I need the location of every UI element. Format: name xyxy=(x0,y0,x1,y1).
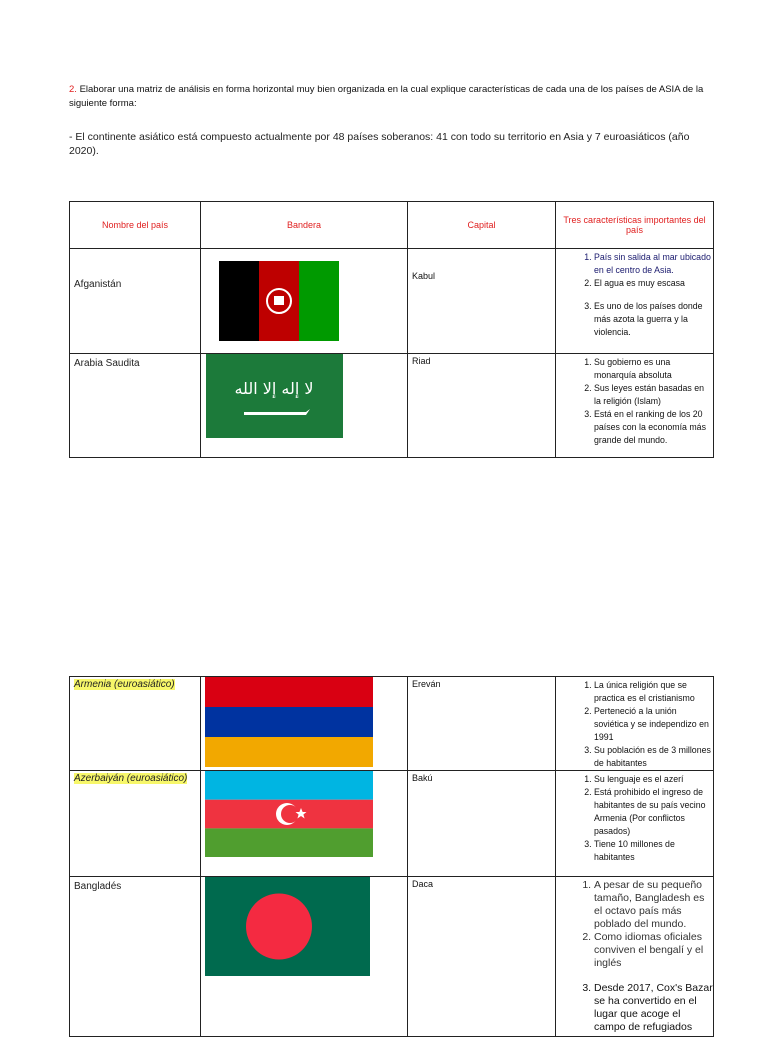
features-list xyxy=(556,249,713,339)
features-list xyxy=(556,877,713,1034)
header-flag: Bandera xyxy=(201,202,408,249)
countries-table-2 xyxy=(69,676,714,1037)
list-item: 3. Está en el ranking de los 20 países con la economía más grande del mundo. xyxy=(594,408,713,447)
features-list xyxy=(556,354,713,447)
instruction-text: Elaborar una matriz de análisis en forma horizontal muy bien organizada en la cual explique características de cada una de los países de ASIA de la siguiente forma: xyxy=(69,84,704,109)
table-header-row xyxy=(70,202,714,249)
capital-name: Daca xyxy=(412,879,434,889)
features-list xyxy=(556,677,713,770)
list-item: 3. Desde 2017, Cox's Bazar se ha convertido en el lugar que acoge el campo de refugiados xyxy=(594,982,713,1034)
country-name: Afganistán xyxy=(74,279,122,290)
intro-note: - El continente asiático está compuesto actualmente por 48 países soberanos: 41 con todo su territorio en Asia y 7 euroasiáticos (año 2020). xyxy=(69,131,690,157)
country-name: Armenia (euroasiático) xyxy=(74,679,175,690)
list-item: 3. Su población es de 3 millones de habitantes xyxy=(594,744,713,770)
country-name: Arabia Saudita xyxy=(74,358,140,369)
header-country: Nombre del país xyxy=(70,202,201,249)
list-item: 1. Su gobierno es una monarquía absoluta xyxy=(594,356,713,382)
list-item: 2. El agua es muy escasa xyxy=(594,277,713,290)
list-item: 2. Perteneció a la unión soviética y se independizo en 1991 xyxy=(594,705,713,744)
table-row xyxy=(70,771,714,877)
afghanistan-flag xyxy=(219,261,339,341)
instruction-number: 2. xyxy=(69,84,77,95)
svg-text:ﻻ ﺇﻟﻪ ﺇﻻ ﺍﻟﻠﻪ: ﻻ ﺇﻟﻪ ﺇﻻ ﺍﻟﻠﻪ xyxy=(234,379,314,398)
list-item: 1. Su lenguaje es el azerí xyxy=(594,773,713,786)
saudi-arabia-flag xyxy=(206,354,343,438)
header-features: Tres características importantes del país xyxy=(556,202,714,249)
list-item: 3. Es uno de los países donde más azota la guerra y la violencia. xyxy=(594,300,713,339)
list-item: 2. Sus leyes están basadas en la religión (Islam) xyxy=(594,382,713,408)
table-row xyxy=(70,877,714,1037)
list-item: 2. Como idiomas oficiales conviven el bengalí y el inglés xyxy=(594,931,713,970)
list-item: 1. A pesar de su pequeño tamaño, Bangladesh es el octavo país más poblado del mundo. xyxy=(594,879,713,931)
country-name: Azerbaiyán (euroasiático) xyxy=(74,773,188,784)
table-row xyxy=(70,249,714,354)
country-name: Bangladés xyxy=(74,881,122,892)
capital-name: Ereván xyxy=(412,679,441,689)
features-list xyxy=(556,771,713,864)
list-item: 2. Está prohibido el ingreso de habitantes de su país vecino Armenia (Por conflictos pasados) xyxy=(594,786,713,838)
capital-name: Riad xyxy=(412,356,431,366)
list-item: 1. País sin salida al mar ubicado en el centro de Asia. xyxy=(594,251,713,277)
table-row xyxy=(70,677,714,771)
header-capital: Capital xyxy=(408,202,556,249)
capital-name: Kabul xyxy=(412,271,436,281)
capital-name: Bakú xyxy=(412,773,433,783)
list-item: 3. Tiene 10 millones de habitantes xyxy=(594,838,713,864)
list-item: 1. La única religión que se practica es el cristianismo xyxy=(594,679,713,705)
armenia-flag xyxy=(205,677,373,767)
bangladesh-flag xyxy=(205,877,370,976)
countries-table-1 xyxy=(69,201,714,458)
assignment-instruction xyxy=(69,83,709,111)
azerbaijan-flag xyxy=(205,771,373,857)
table-row xyxy=(70,354,714,458)
